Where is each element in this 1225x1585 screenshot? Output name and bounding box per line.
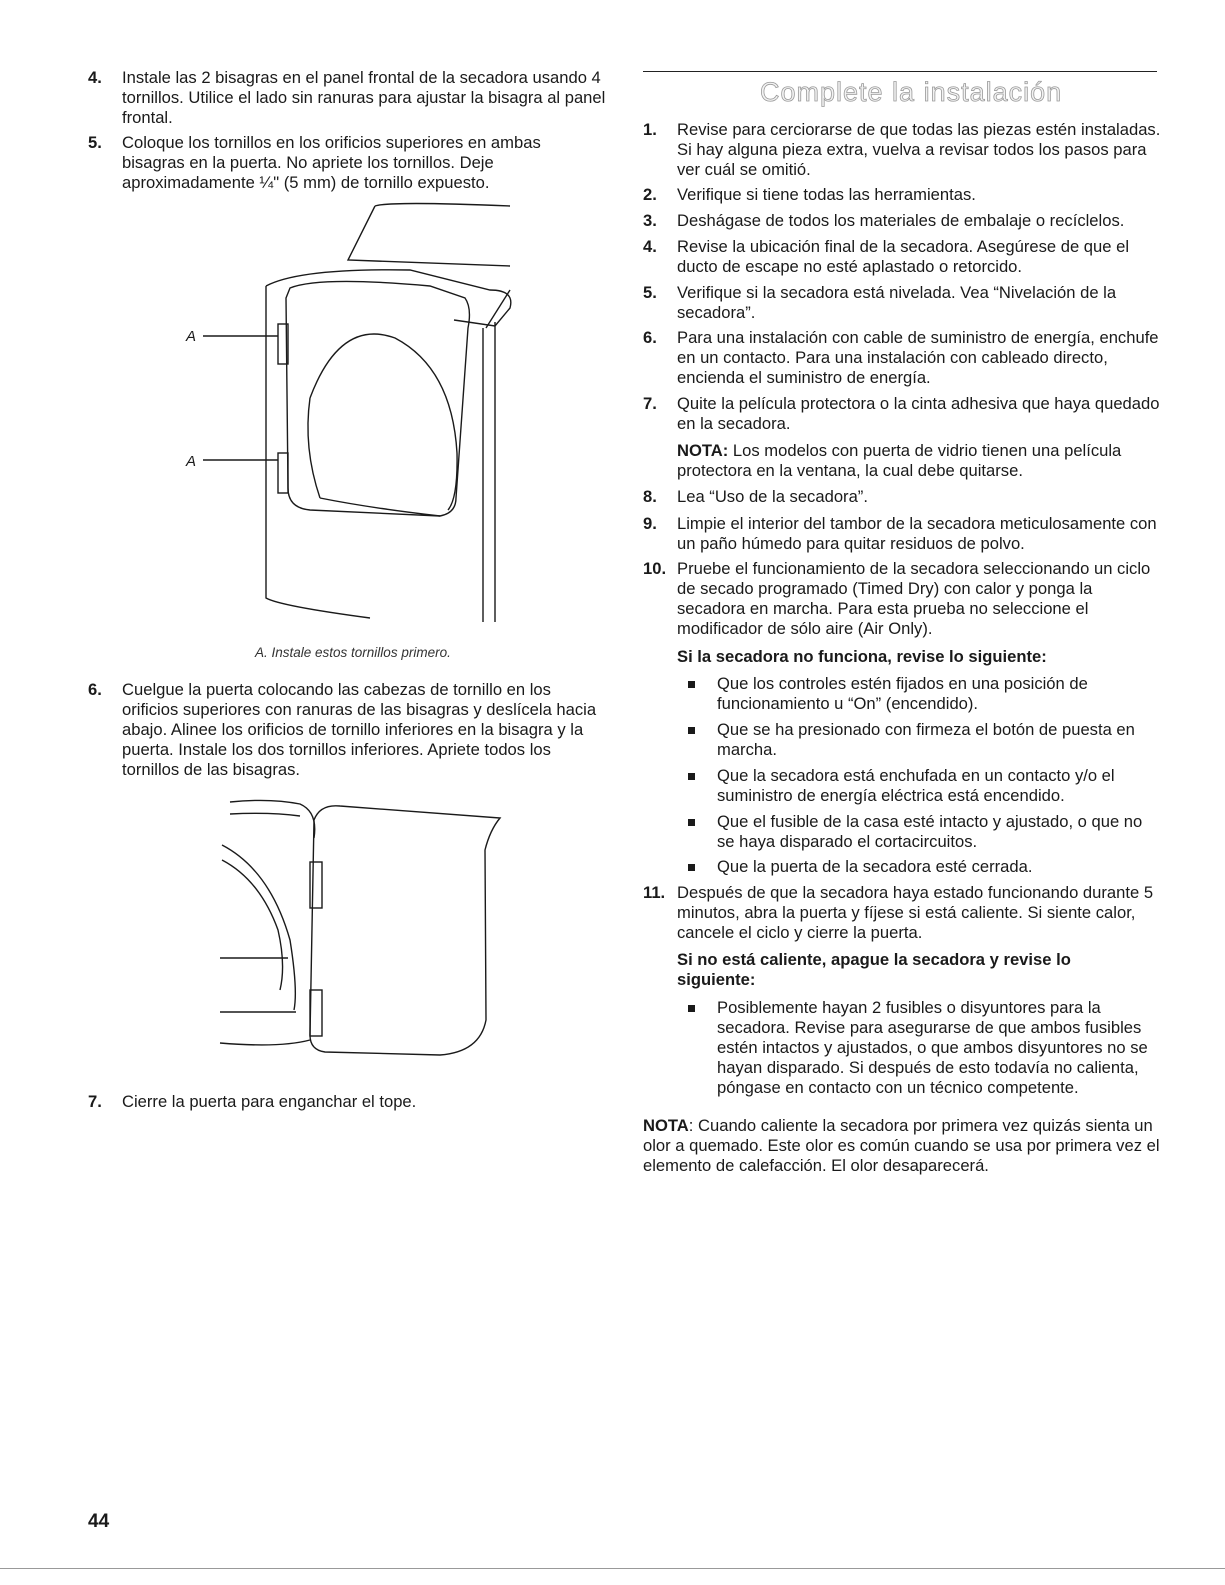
step-number: 5. [643, 283, 657, 302]
step-number: 11. [643, 883, 666, 902]
hinge-install-illustration [170, 198, 530, 638]
step-text: Limpie el interior del tambor de la secadora meticulosamente con un paño húmedo para quitar residuos de polvo. [677, 514, 1157, 553]
check1-item [677, 812, 1159, 852]
step-note [677, 441, 1161, 481]
bullet-square [688, 681, 695, 688]
right-step-2 [643, 185, 1161, 205]
step-number: 8. [643, 487, 657, 506]
bullet-square [688, 773, 695, 780]
step-4 [88, 68, 608, 128]
note-label: NOTA [643, 1116, 689, 1135]
check1-item [677, 674, 1159, 714]
step-number: 5. [88, 133, 102, 152]
right-step-7 [643, 394, 1161, 481]
step-text: Verifique si tiene todas las herramientas. [677, 185, 976, 204]
bullet-text: Posiblemente hayan 2 fusibles o disyuntores para la secadora. Revise para asegurarse de que ambos fusibles estén intactos y ajustados, o que ambos disyuntores no se hayan disparado. Si después de esto todavía no calienta, póngase en contacto con un técnico competente. [717, 998, 1148, 1097]
bullet-text: Que se ha presionado con firmeza el botón de puesta en marcha. [717, 720, 1135, 759]
right-step-9 [643, 514, 1161, 554]
bullet-text: Que el fusible de la casa esté intacto y ajustado, o que no se haya disparado el cortacircuitos. [717, 812, 1143, 851]
step-text: Para una instalación con cable de suministro de energía, enchufe en un contacto. Para una instalación con cableado directo, encienda el suministro de energía. [677, 328, 1159, 387]
door-hanging-illustration [210, 790, 510, 1065]
step-text: Después de que la secadora haya estado funcionando durante 5 minutos, abra la puerta y fíjese si está caliente. Si siente calor, cancele el ciclo y cierre la puerta. [677, 883, 1154, 942]
step-number: 10. [643, 559, 667, 578]
step-number: 1. [643, 120, 657, 139]
step-6 [88, 680, 608, 780]
step-number: 6. [643, 328, 657, 347]
bottom-rule [0, 1568, 1225, 1569]
step-text: Revise para cerciorarse de que todas las piezas estén instaladas. Si hay alguna pieza extra, vuelva a revisar todos los pasos para ver cuál se omitió. [677, 120, 1161, 179]
check2-heading: Si no está caliente, apague la secadora y revise lo siguiente: [677, 950, 1071, 989]
step-text-with-note [677, 394, 1161, 481]
final-note [643, 1116, 1161, 1176]
bullet-square [688, 727, 695, 734]
step-number: 4. [88, 68, 102, 87]
note-text: : Cuando caliente la secadora por primera vez quizás sienta un olor a quemado. Este olor es común cuando se usa por primera vez el elemento de calefacción. El olor desaparecerá. [643, 1116, 1160, 1175]
step-text: Cuelgue la puerta colocando las cabezas de tornillo en los orificios superiores con ranuras de las bisagras y deslícela hacia abajo. Alinee los orificios de tornillo inferiores en la bisagra y la puerta. Instale los dos tornillos inferiores. Apriete todos los tornillos de las bisagras. [122, 680, 597, 779]
step-number: 4. [643, 237, 657, 256]
step-number: 9. [643, 514, 657, 533]
right-step-11 [643, 883, 1161, 943]
section-rule [643, 71, 1157, 72]
step-number: 3. [643, 211, 657, 230]
bullet-square [688, 819, 695, 826]
step-text: Coloque los tornillos en los orificios superiores en ambas bisagras en la puerta. No apriete los tornillos. Deje aproximadamente ¼" (5 mm) de tornillo expuesto. [122, 133, 541, 192]
bullet-text: Que los controles estén fijados en una posición de funcionamiento u “On” (encendido). [717, 674, 1088, 713]
note-label: NOTA: [677, 441, 729, 460]
step-number: 7. [643, 394, 657, 413]
step-text: Lea “Uso de la secadora”. [677, 487, 868, 506]
label-a-bottom: A [186, 453, 197, 470]
step-text: Revise la ubicación final de la secadora. Asegúrese de que el ducto de escape no esté aplastado o retorcido. [677, 237, 1130, 276]
right-step-3 [643, 211, 1161, 231]
bullet-text: Que la puerta de la secadora esté cerrada. [717, 857, 1033, 876]
check1-item [677, 857, 1159, 877]
right-step-4 [643, 237, 1161, 277]
step-7 [88, 1092, 608, 1112]
note-text: Los modelos con puerta de vidrio tienen una película protectora en la ventana, la cual debe quitarse. [677, 441, 1122, 480]
step-number: 6. [88, 680, 102, 699]
figure-caption: A. Instale estos tornillos primero. [255, 645, 451, 660]
step-text: Cierre la puerta para enganchar el tope. [122, 1092, 417, 1111]
right-step-1 [643, 120, 1161, 180]
step-number: 7. [88, 1092, 102, 1111]
right-step-5 [643, 283, 1161, 323]
bullet-square [688, 864, 695, 871]
step-5 [88, 133, 608, 193]
right-step-8 [643, 487, 1161, 507]
right-step-10 [643, 559, 1161, 639]
page-number: 44 [88, 1511, 110, 1532]
check1-item [677, 766, 1159, 806]
step-text: Pruebe el funcionamiento de la secadora seleccionando un ciclo de secado programado (Timed Dry) con calor y ponga la secadora en marcha. Para esta prueba no seleccione el modificador de sólo aire (Air Only). [677, 559, 1151, 638]
right-step-6 [643, 328, 1161, 388]
step-text: Instale las 2 bisagras en el panel frontal de la secadora usando 4 tornillos. Utilice el lado sin ranuras para ajustar la bisagra al panel frontal. [122, 68, 606, 127]
step-text: Verifique si la secadora está nivelada. Vea “Nivelación de la secadora”. [677, 283, 1117, 322]
bullet-square [688, 1005, 695, 1012]
check2-item [677, 998, 1159, 1098]
bullet-text: Que la secadora está enchufada en un contacto y/o el suministro de energía eléctrica está encendido. [717, 766, 1115, 805]
section-title: Complete la instalación [760, 77, 1063, 107]
check1-item [677, 720, 1159, 760]
step-text: Deshágase de todos los materiales de embalaje o recíclelos. [677, 211, 1125, 230]
label-a-top: A [186, 328, 197, 345]
check1-heading: Si la secadora no funciona, revise lo siguiente: [677, 647, 1047, 666]
step-number: 2. [643, 185, 657, 204]
step-text: Quite la película protectora o la cinta adhesiva que haya quedado en la secadora. [677, 394, 1160, 433]
